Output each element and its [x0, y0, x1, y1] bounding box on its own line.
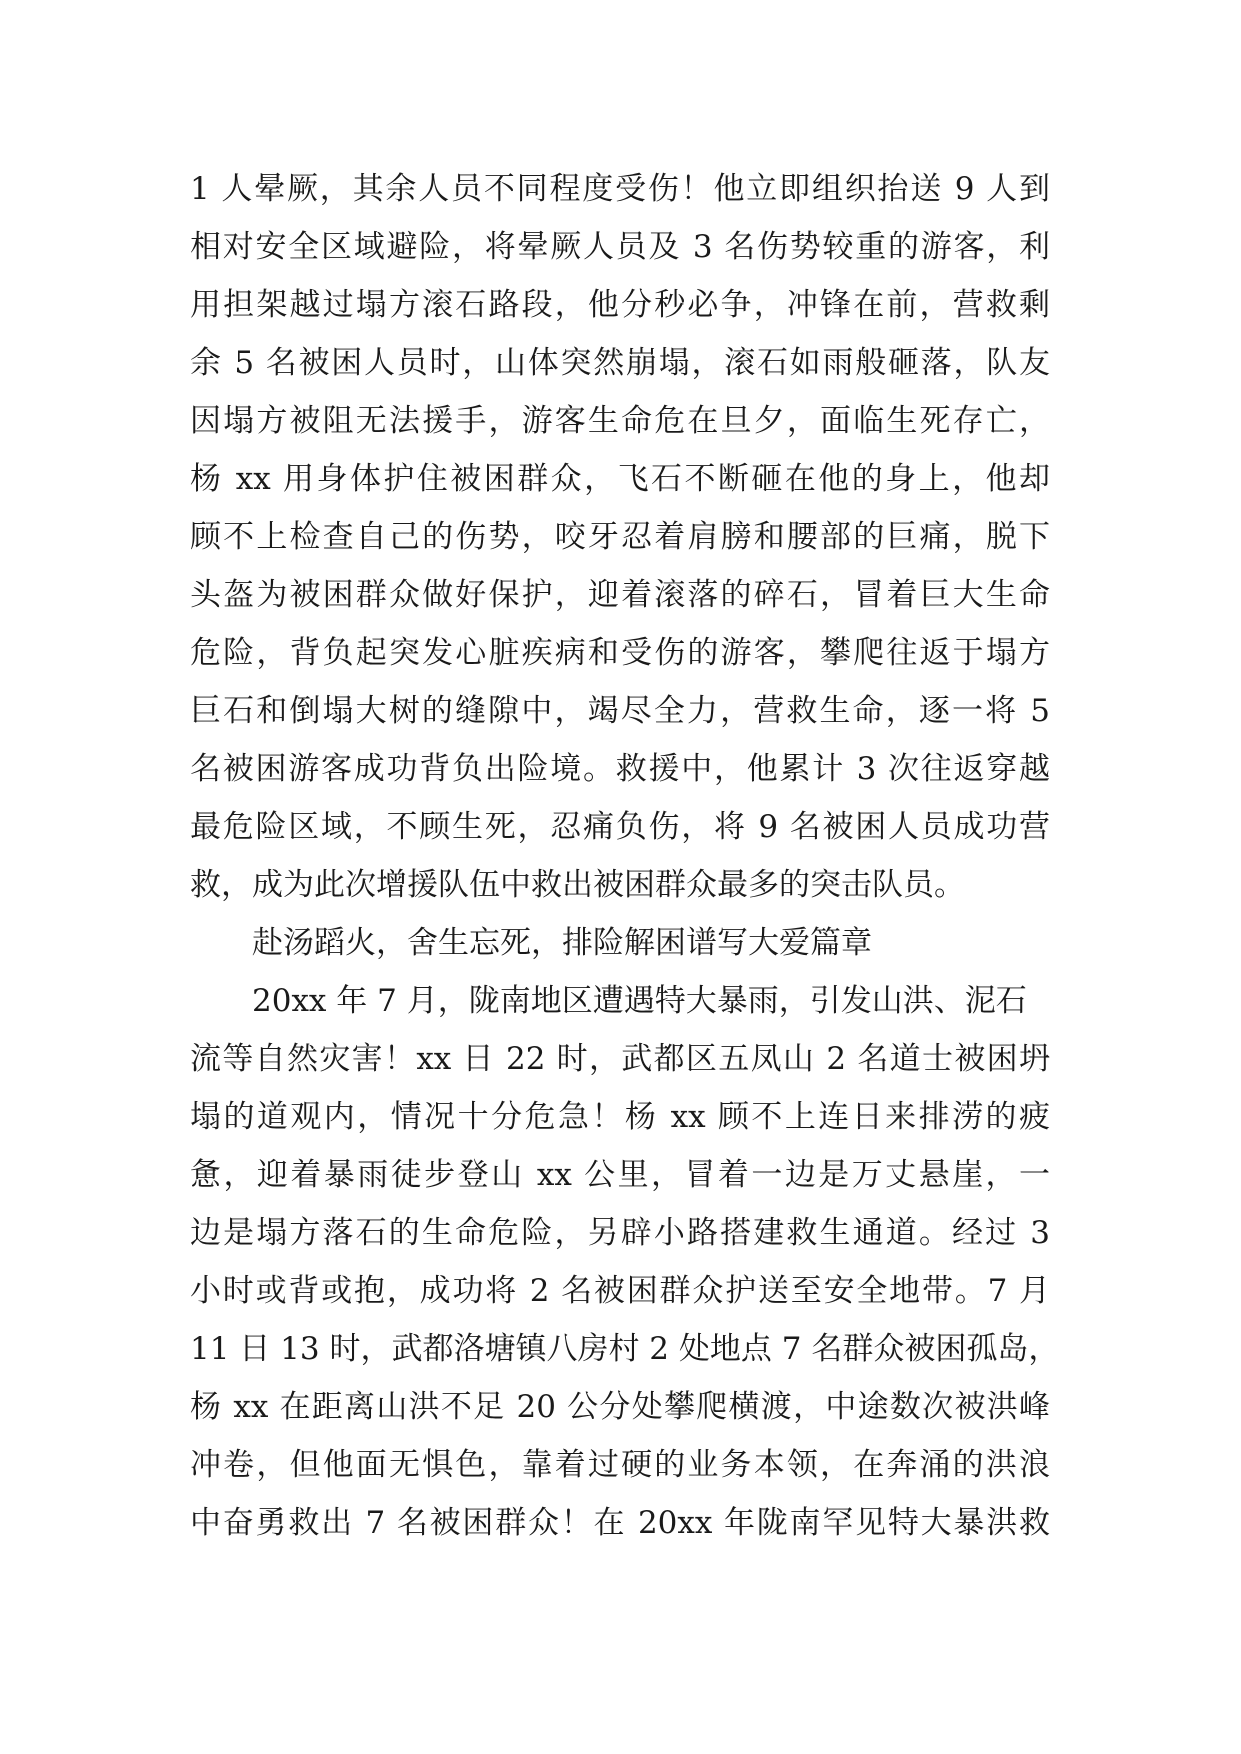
text-line: 危险，背负起突发心脏疾病和受伤的游客，攀爬往返于塌方 — [190, 635, 1050, 671]
text-line: 余 5 名被困人员时，山体突然崩塌，滚石如雨般砸落，队友 — [190, 345, 1050, 381]
paragraph-rescue-account — [190, 160, 1050, 914]
text-line: 救，成为此次增援队伍中救出被困群众最多的突击队员。 — [190, 867, 965, 903]
text-line: 中奋勇救出 7 名被困群众！在 20xx 年陇南罕见特大暴洪救 — [190, 1505, 1050, 1541]
paragraph-flood-rescue — [190, 972, 1060, 1552]
section-heading-text: 赴汤蹈火，舍生忘死，排险解困谱写大爱篇章 — [252, 925, 872, 961]
text-line: 用担架越过塌方滚石路段，他分秒必争，冲锋在前，营救剩 — [190, 287, 1050, 323]
text-line: 11 日 13 时，武都洛塘镇八房村 2 处地点 7 名群众被困孤岛， — [190, 1331, 1060, 1367]
text-line: 流等自然灾害！xx 日 22 时，武都区五凤山 2 名道士被困坍 — [190, 1041, 1050, 1077]
text-line: 惫，迎着暴雨徒步登山 xx 公里，冒着一边是万丈悬崖，一 — [190, 1157, 1050, 1193]
text-line: 头盔为被困群众做好保护，迎着滚落的碎石，冒着巨大生命 — [190, 577, 1050, 613]
text-line: 名被困游客成功背负出险境。救援中，他累计 3 次往返穿越 — [190, 751, 1050, 787]
text-line: 边是塌方落石的生命危险，另辟小路搭建救生通道。经过 3 — [190, 1215, 1050, 1251]
text-line: 巨石和倒塌大树的缝隙中，竭尽全力，营救生命，逐一将 5 — [190, 693, 1050, 729]
text-line: 20xx 年 7 月，陇南地区遭遇特大暴雨，引发山洪、泥石 — [252, 983, 1027, 1019]
text-line: 相对安全区域避险，将晕厥人员及 3 名伤势较重的游客，利 — [190, 229, 1050, 265]
document-body — [190, 160, 1060, 1552]
text-line: 杨 xx 在距离山洪不足 20 公分处攀爬横渡，中途数次被洪峰 — [190, 1389, 1050, 1425]
text-line: 杨 xx 用身体护住被困群众，飞石不断砸在他的身上，他却 — [190, 461, 1050, 497]
text-line: 因塌方被阻无法援手，游客生命危在旦夕，面临生死存亡， — [190, 403, 1050, 439]
text-line: 顾不上检查自己的伤势，咬牙忍着肩膀和腰部的巨痛，脱下 — [190, 519, 1050, 555]
text-line: 小时或背或抱，成功将 2 名被困群众护送至安全地带。7 月 — [190, 1273, 1050, 1309]
section-heading — [190, 914, 1050, 972]
text-line: 最危险区域，不顾生死，忍痛负伤，将 9 名被困人员成功营 — [190, 809, 1050, 845]
text-line: 冲卷，但他面无惧色，靠着过硬的业务本领，在奔涌的洪浪 — [190, 1447, 1050, 1483]
text-line: 塌的道观内，情况十分危急！杨 xx 顾不上连日来排涝的疲 — [190, 1099, 1050, 1135]
text-line: 1 人晕厥，其余人员不同程度受伤！他立即组织抬送 9 人到 — [190, 171, 1050, 207]
